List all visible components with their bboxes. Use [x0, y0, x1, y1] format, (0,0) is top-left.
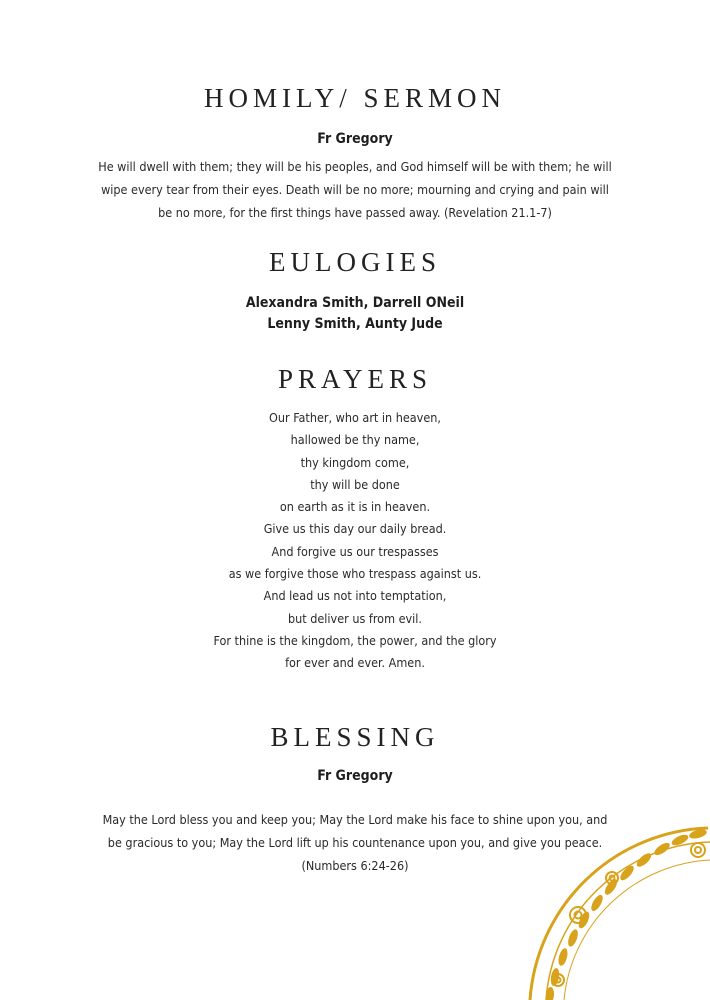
homily-speaker: Fr Gregory	[317, 131, 393, 147]
prayer-line: thy will be done	[310, 476, 400, 492]
homily-line: wipe every tear from their eyes. Death will be no more; mourning and crying and pain will	[101, 182, 609, 197]
blessing-line: May the Lord bless you and keep you; May the Lord make his face to shine upon you, and	[102, 812, 608, 827]
homily-title: HOMILY/ SERMON	[203, 83, 507, 113]
prayer-line: on earth as it is in heaven.	[279, 499, 431, 515]
eulogy-speakers-line: Alexandra Smith, Darrell ONeil	[245, 295, 465, 311]
prayer-line: And lead us not into temptation,	[263, 588, 447, 604]
eulogy-speakers-line: Lenny Smith, Aunty Jude	[267, 316, 443, 332]
prayer-line: thy kingdom come,	[300, 454, 410, 470]
blessing-line: (Numbers 6:24-26)	[301, 858, 409, 873]
eulogies-title: EULOGIES	[269, 247, 441, 277]
prayers-title: PRAYERS	[277, 364, 433, 394]
prayer-line: but deliver us from evil.	[288, 610, 422, 626]
eulogies-names	[0, 293, 710, 335]
prayer-line: For thine is the kingdom, the power, and the glory	[213, 632, 497, 648]
lords-prayer	[0, 407, 710, 675]
prayer-line: for ever and ever. Amen.	[285, 655, 425, 671]
prayer-line: hallowed be thy name,	[290, 432, 420, 448]
prayer-line: as we forgive those who trespass against us.	[228, 566, 482, 582]
wreath-inner-ring	[546, 842, 710, 1000]
homily-line: He will dwell with them; they will be his peoples, and God himself will be with them; he will	[98, 159, 612, 174]
homily-scripture	[95, 155, 615, 224]
floral-wreath-ornament-icon	[520, 820, 710, 1000]
blessing-line: be gracious to you; May the Lord lift up his countenance upon you, and give you peace.	[107, 835, 603, 850]
prayer-line: Give us this day our daily bread.	[263, 521, 447, 537]
blessing-title: BLESSING	[270, 722, 440, 752]
blessing-speaker: Fr Gregory	[317, 768, 393, 784]
prayer-line: Our Father, who art in heaven,	[269, 410, 441, 425]
prayer-line: And forgive us our trespasses	[271, 543, 439, 559]
homily-line: be no more, for the first things have passed away. (Revelation 21.1-7)	[158, 205, 552, 220]
